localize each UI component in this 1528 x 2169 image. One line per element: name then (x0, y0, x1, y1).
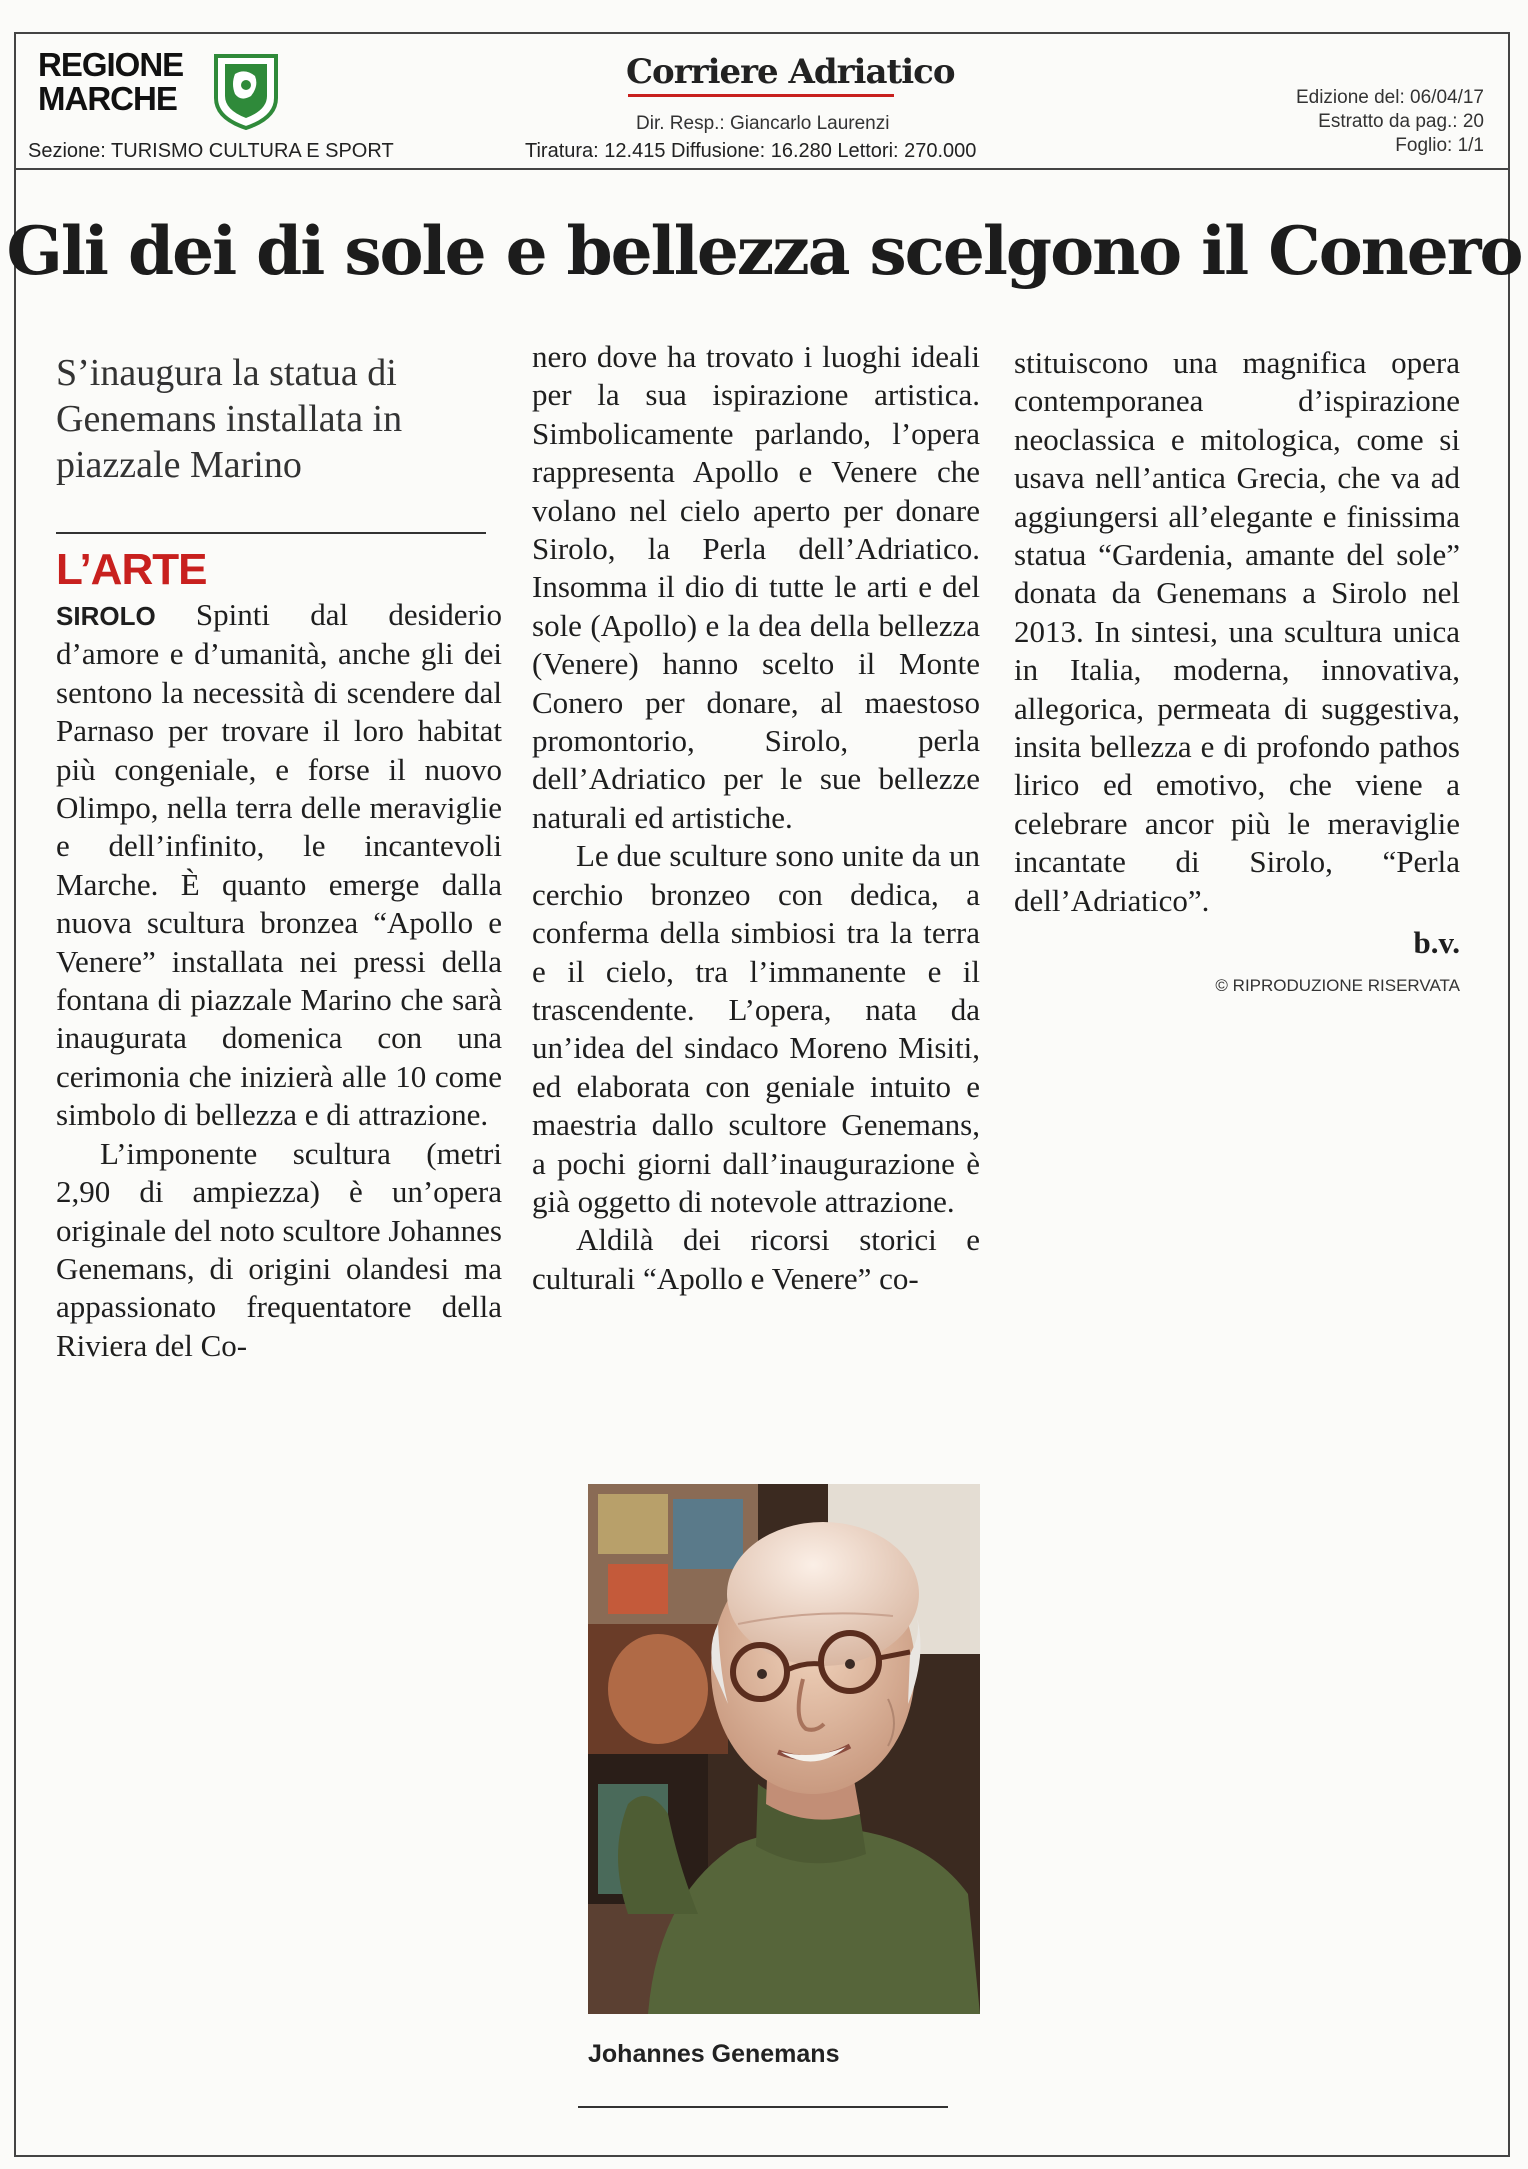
paragraph: SIROLO Spinti dal desiderio d’amore e d’umanità, anche gli dei sentono la necessità di scendere dal Parnaso per trovare il loro habitat più congeniale, e forse il nuovo Olimpo, nella terra delle meraviglie e dell’infinito, le incantevoli Marche. È quanto emerge dalla nuova scultura bronzea “Apollo e Venere” installata nei pressi della fontana di piazzale Marino che sarà inaugurata domenica con una cerimonia che inizierà alle 10 come simbolo di bellezza e di attrazione. (56, 597, 502, 1133)
newspaper-masthead: Corriere Adriatico (626, 52, 955, 92)
sheet-number: Foglio: 1/1 (1395, 135, 1484, 156)
subhead-rule (56, 532, 486, 534)
regione-marche-logo-icon (211, 52, 281, 130)
dateline: SIROLO (56, 601, 156, 631)
photo-caption: Johannes Genemans (588, 2040, 840, 2068)
copyright-notice: © RIPRODUZIONE RISERVATA (1215, 975, 1460, 995)
paragraph: Aldilà dei ricorsi storici e culturali “Apollo e Venere” co- (532, 1222, 980, 1296)
article-column-3 (1014, 344, 1460, 1005)
article-column-2 (532, 338, 980, 1298)
paragraph: stituiscono una magnifica opera contemporanea d’ispirazione neoclassica e mitologica, come si usava nell’antica Grecia, che va ad aggiungersi all’elegante e finissima statua “Gardenia, amante del sole” donata da Genemans a Sirolo nel 2013. In sintesi, una scultura unica in Italia, moderna, innovativa, allegorica, permeata di suggestiva, insita bellezza e di profondo pathos lirico ed emotivo, che viene a celebrare ancor più le meraviglie incantate di Sirolo, “Perla dell’Adriatico”. (1014, 345, 1460, 918)
section-kicker: L’ARTE (56, 545, 207, 594)
logo-text: REGIONE MARCHE (38, 46, 184, 117)
author-signature: b.v. (1413, 925, 1460, 961)
paragraph: L’imponente scultura (metri 2,90 di ampiezza) è un’opera originale del noto scultore Johannes Genemans, di origini olandesi ma appassionato frequentatore della Riviera del Co- (56, 1135, 502, 1363)
portrait-image (588, 1484, 980, 2014)
article-subhead: S’inaugura la statua di Genemans installata in piazzale Marino (56, 352, 403, 486)
edition-date: Edizione del: 06/04/17 (1295, 87, 1484, 108)
article-headline: Gli dei di sole e bellezza scelgono il Conero (6, 212, 1522, 290)
edition-meta (1296, 86, 1484, 158)
clipping-header (28, 40, 1510, 170)
portrait-photo (588, 1484, 980, 2014)
paragraph: nero dove ha trovato i luoghi ideali per la sua ispirazione artistica. Simbolicamente parlando, l’opera rappresenta Apollo e Venere che volano nel cielo aperto per donare Sirolo, la Perla dell’Adriatico. Insomma il dio di tutte le arti e del sole (Apollo) e la dea della bellezza (Venere) hanno scelto il Monte Conero per donare, al maestoso promontorio, Sirolo, perla dell’Adriatico per le sue bellezze naturali ed artistiche. (532, 339, 980, 835)
masthead-rule (628, 94, 894, 97)
extract-page: Estratto da pag.: 20 (1318, 111, 1484, 132)
circulation-line: Tiratura: 12.415 Diffusione: 16.280 Lettori: 270.000 (525, 140, 977, 162)
header-divider (14, 168, 1510, 170)
caption-rule (578, 2106, 948, 2108)
director-line: Dir. Resp.: Giancarlo Laurenzi (636, 113, 890, 134)
paragraph: Le due sculture sono unite da un cerchio bronzeo con dedica, a conferma della simbiosi tra la terra e il cielo, tra l’immanente e il trascendente. L’opera, nata da un’idea del sindaco Moreno Misiti, ed elaborata con geniale intuito e maestria dallo scultore Genemans, a pochi giorni dall’inaugurazione è già oggetto di notevole attrazione. (532, 838, 980, 1219)
section-label: Sezione: TURISMO CULTURA E SPORT (28, 140, 394, 162)
article-column-1 (56, 344, 502, 1365)
